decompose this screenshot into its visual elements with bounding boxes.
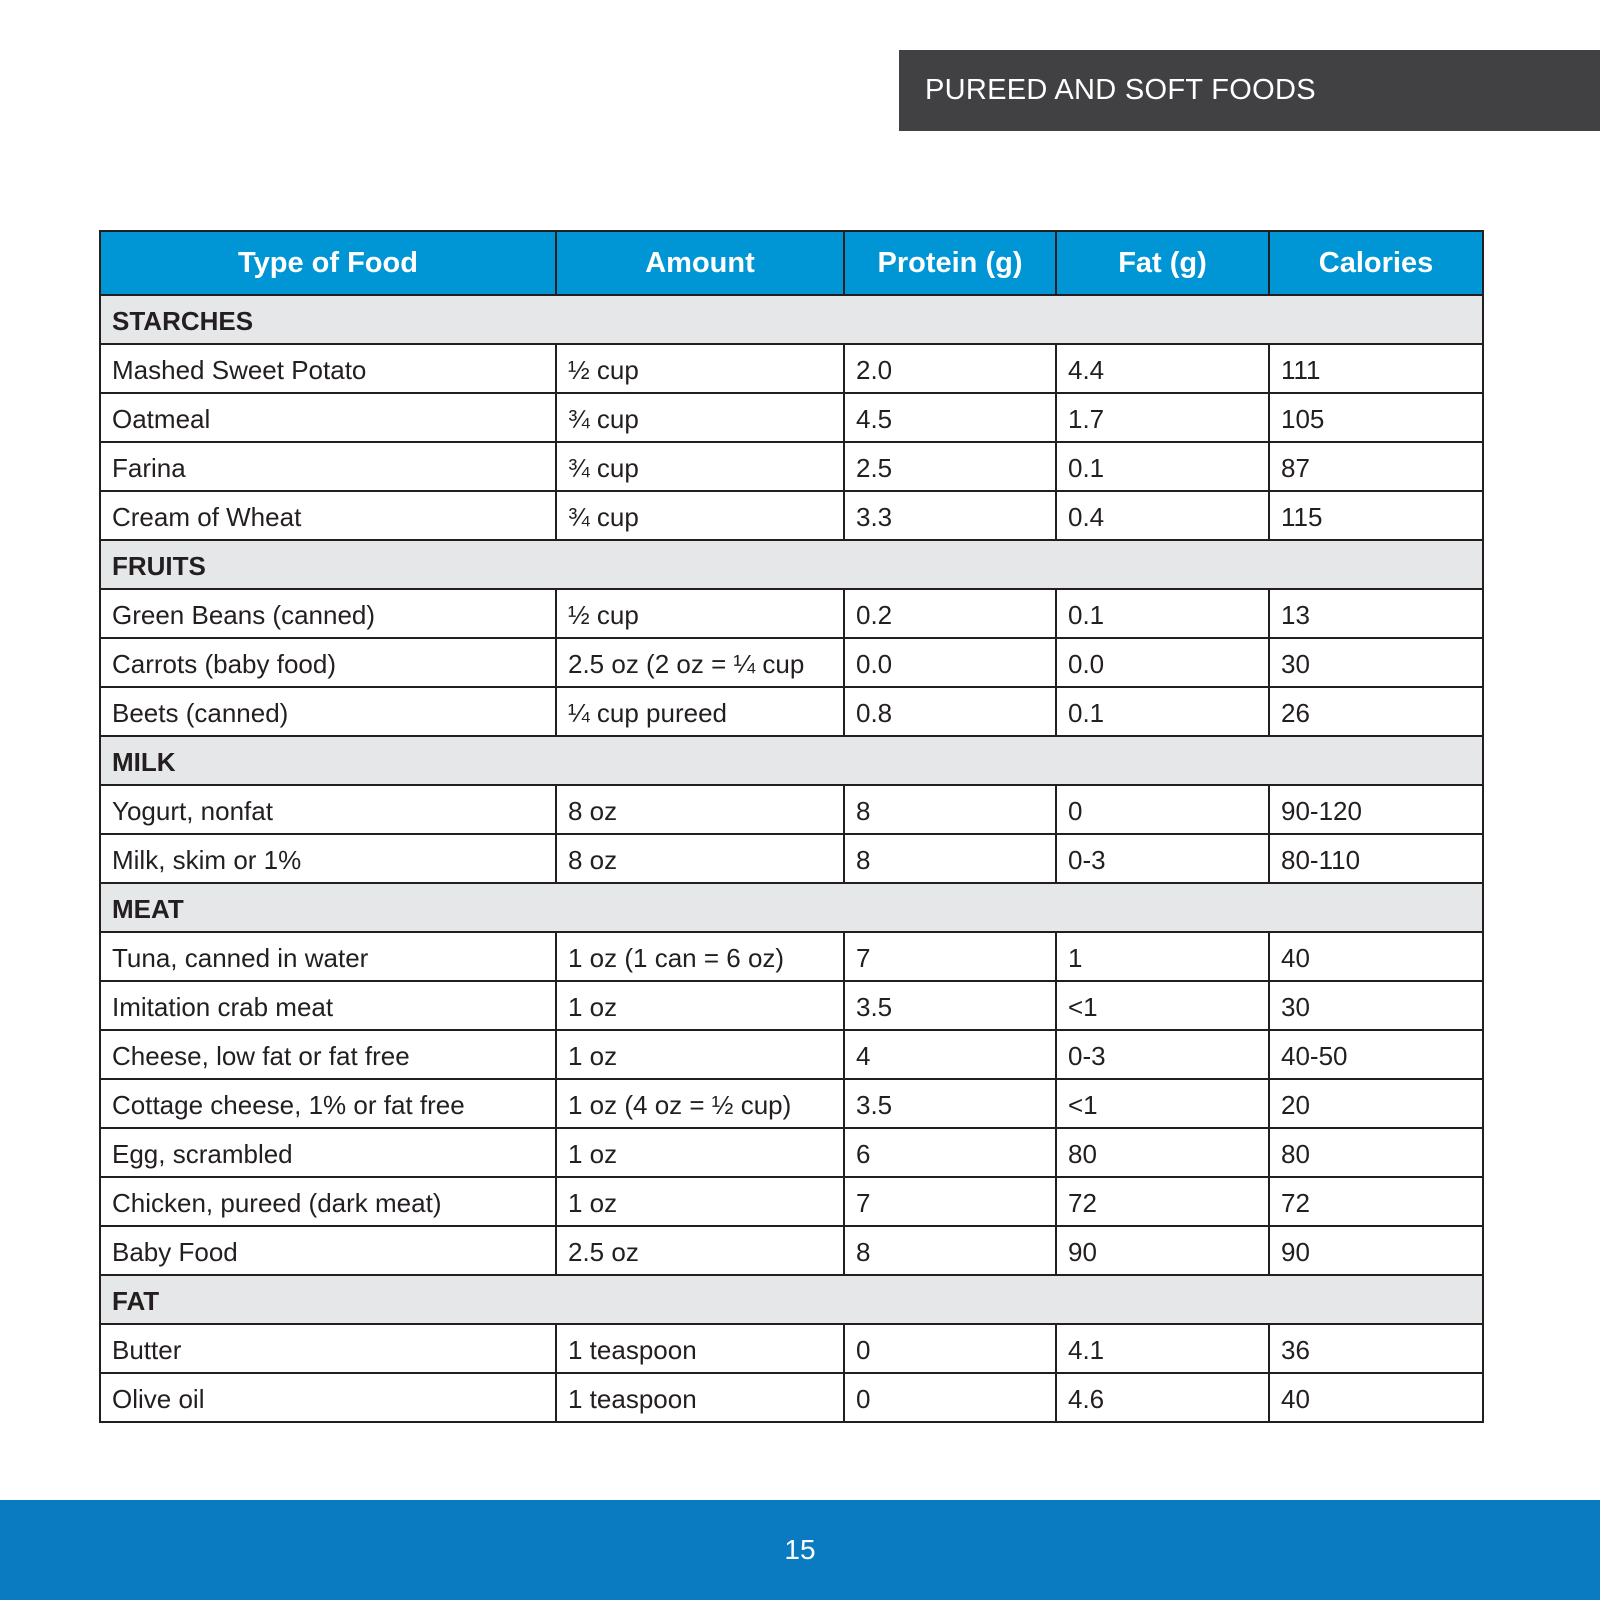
table-row [100, 442, 1483, 491]
cell-food: Oatmeal [100, 393, 556, 442]
cell-protein: 0 [844, 1324, 1056, 1373]
cell-fat: 1 [1056, 932, 1269, 981]
category-row [100, 736, 1483, 785]
cell-calories: 90 [1269, 1226, 1483, 1275]
table-header-row [100, 231, 1483, 295]
cell-calories: 90-120 [1269, 785, 1483, 834]
cell-calories: 105 [1269, 393, 1483, 442]
category-label: STARCHES [100, 295, 1483, 344]
cell-food: Yogurt, nonfat [100, 785, 556, 834]
cell-protein: 7 [844, 1177, 1056, 1226]
cell-amount: ¾ cup [556, 393, 844, 442]
table-row [100, 393, 1483, 442]
cell-food: Cream of Wheat [100, 491, 556, 540]
cell-fat: 4.6 [1056, 1373, 1269, 1422]
cell-protein: 4.5 [844, 393, 1056, 442]
cell-food: Mashed Sweet Potato [100, 344, 556, 393]
cell-fat: 1.7 [1056, 393, 1269, 442]
cell-protein: 7 [844, 932, 1056, 981]
table-row [100, 1030, 1483, 1079]
cell-food: Olive oil [100, 1373, 556, 1422]
cell-protein: 0 [844, 1373, 1056, 1422]
category-label: MEAT [100, 883, 1483, 932]
cell-food: Chicken, pureed (dark meat) [100, 1177, 556, 1226]
section-title: PUREED AND SOFT FOODS [925, 74, 1316, 106]
cell-amount: ½ cup [556, 344, 844, 393]
cell-calories: 87 [1269, 442, 1483, 491]
table-row [100, 1177, 1483, 1226]
cell-amount: 1 teaspoon [556, 1324, 844, 1373]
cell-food: Farina [100, 442, 556, 491]
footer-bar [0, 1500, 1600, 1600]
cell-fat: 4.4 [1056, 344, 1269, 393]
cell-protein: 8 [844, 834, 1056, 883]
cell-protein: 8 [844, 1226, 1056, 1275]
column-header-calories: Calories [1269, 231, 1483, 295]
category-row [100, 1275, 1483, 1324]
column-header-type: Type of Food [100, 231, 556, 295]
cell-food: Cottage cheese, 1% or fat free [100, 1079, 556, 1128]
cell-protein: 0.0 [844, 638, 1056, 687]
page-number: 15 [784, 1534, 816, 1565]
cell-calories: 26 [1269, 687, 1483, 736]
cell-food: Carrots (baby food) [100, 638, 556, 687]
cell-calories: 115 [1269, 491, 1483, 540]
cell-food: Baby Food [100, 1226, 556, 1275]
cell-amount: 1 oz [556, 1128, 844, 1177]
cell-amount: 8 oz [556, 785, 844, 834]
column-header-amount: Amount [556, 231, 844, 295]
cell-protein: 2.5 [844, 442, 1056, 491]
table-row [100, 687, 1483, 736]
cell-protein: 0.8 [844, 687, 1056, 736]
cell-food: Butter [100, 1324, 556, 1373]
cell-amount: 1 oz [556, 1030, 844, 1079]
cell-protein: 0.2 [844, 589, 1056, 638]
cell-calories: 72 [1269, 1177, 1483, 1226]
table-row [100, 491, 1483, 540]
cell-amount: 1 oz (1 can = 6 oz) [556, 932, 844, 981]
column-header-fat: Fat (g) [1056, 231, 1269, 295]
cell-protein: 8 [844, 785, 1056, 834]
table-row [100, 1128, 1483, 1177]
cell-calories: 36 [1269, 1324, 1483, 1373]
cell-fat: 0.1 [1056, 687, 1269, 736]
table-row [100, 344, 1483, 393]
cell-amount: ½ cup [556, 589, 844, 638]
cell-amount: ¾ cup [556, 491, 844, 540]
cell-amount: 8 oz [556, 834, 844, 883]
cell-amount: ¼ cup pureed [556, 687, 844, 736]
cell-protein: 4 [844, 1030, 1056, 1079]
cell-fat: 0-3 [1056, 1030, 1269, 1079]
cell-amount: 2.5 oz (2 oz = ¼ cup [556, 638, 844, 687]
cell-protein: 3.5 [844, 981, 1056, 1030]
category-label: FRUITS [100, 540, 1483, 589]
nutrition-table [99, 230, 1484, 1423]
category-label: MILK [100, 736, 1483, 785]
table-row [100, 785, 1483, 834]
cell-calories: 80 [1269, 1128, 1483, 1177]
cell-food: Cheese, low fat or fat free [100, 1030, 556, 1079]
table-row [100, 1226, 1483, 1275]
cell-protein: 3.3 [844, 491, 1056, 540]
cell-calories: 30 [1269, 638, 1483, 687]
table-row [100, 1079, 1483, 1128]
cell-food: Milk, skim or 1% [100, 834, 556, 883]
cell-fat: 0.1 [1056, 442, 1269, 491]
table-row [100, 932, 1483, 981]
cell-amount: 1 oz [556, 981, 844, 1030]
category-row [100, 883, 1483, 932]
cell-calories: 30 [1269, 981, 1483, 1030]
table-row [100, 1324, 1483, 1373]
cell-fat: 90 [1056, 1226, 1269, 1275]
cell-fat: 0.4 [1056, 491, 1269, 540]
cell-calories: 80-110 [1269, 834, 1483, 883]
cell-amount: 2.5 oz [556, 1226, 844, 1275]
cell-calories: 13 [1269, 589, 1483, 638]
table-body [100, 295, 1483, 1422]
cell-fat: 0-3 [1056, 834, 1269, 883]
cell-fat: <1 [1056, 981, 1269, 1030]
cell-protein: 2.0 [844, 344, 1056, 393]
table-row [100, 638, 1483, 687]
category-label: FAT [100, 1275, 1483, 1324]
category-row [100, 540, 1483, 589]
cell-protein: 3.5 [844, 1079, 1056, 1128]
cell-protein: 6 [844, 1128, 1056, 1177]
cell-fat: 0.1 [1056, 589, 1269, 638]
cell-food: Egg, scrambled [100, 1128, 556, 1177]
table-row [100, 834, 1483, 883]
cell-amount: 1 oz (4 oz = ½ cup) [556, 1079, 844, 1128]
column-header-protein: Protein (g) [844, 231, 1056, 295]
cell-food: Imitation crab meat [100, 981, 556, 1030]
cell-fat: 0.0 [1056, 638, 1269, 687]
category-row [100, 295, 1483, 344]
cell-calories: 20 [1269, 1079, 1483, 1128]
cell-fat: 80 [1056, 1128, 1269, 1177]
cell-food: Beets (canned) [100, 687, 556, 736]
cell-amount: 1 oz [556, 1177, 844, 1226]
cell-calories: 111 [1269, 344, 1483, 393]
cell-calories: 40-50 [1269, 1030, 1483, 1079]
cell-calories: 40 [1269, 1373, 1483, 1422]
cell-food: Green Beans (canned) [100, 589, 556, 638]
cell-food: Tuna, canned in water [100, 932, 556, 981]
cell-fat: <1 [1056, 1079, 1269, 1128]
cell-fat: 72 [1056, 1177, 1269, 1226]
cell-fat: 0 [1056, 785, 1269, 834]
cell-amount: ¾ cup [556, 442, 844, 491]
cell-fat: 4.1 [1056, 1324, 1269, 1373]
table-row [100, 981, 1483, 1030]
table-row [100, 1373, 1483, 1422]
section-header-bar [899, 50, 1600, 131]
table-row [100, 589, 1483, 638]
cell-amount: 1 teaspoon [556, 1373, 844, 1422]
cell-calories: 40 [1269, 932, 1483, 981]
